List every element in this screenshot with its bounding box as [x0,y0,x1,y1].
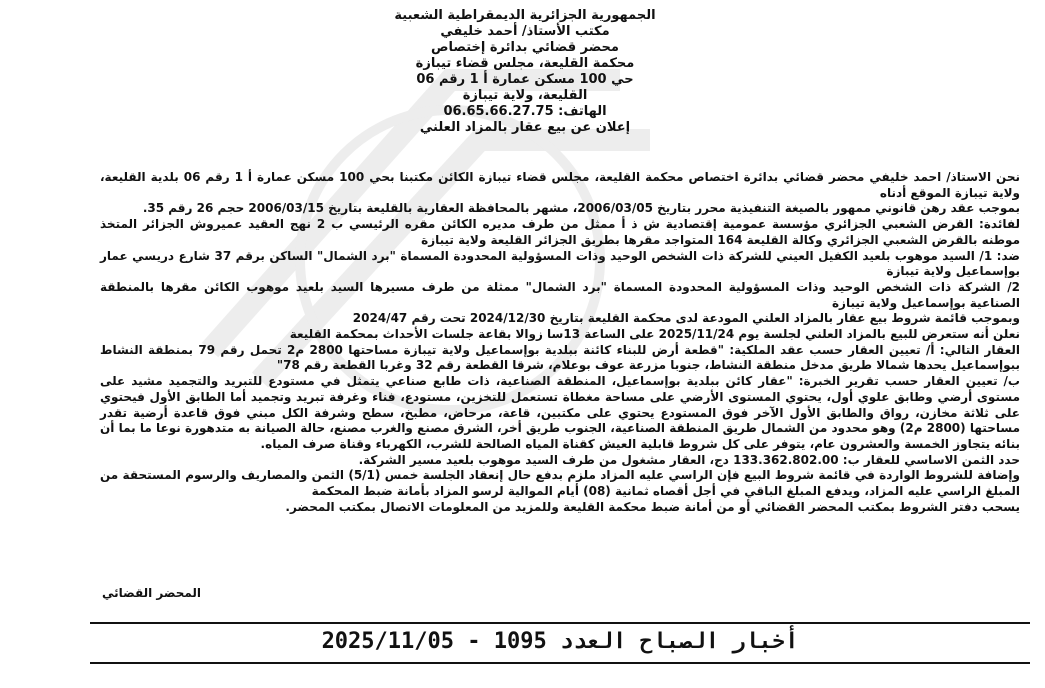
paragraph-mortgage: بموجب عقد رهن قانوني ممهور بالصيغة التنفيذية محرر بتاريخ 2006/03/05، مشهر بالمحافظة العقارية بالقليعة بتاريخ 2006/03/15 حجم 26 رقم 35. [142,201,1020,216]
paragraph-payment-terms: وإضافة للشروط الواردة في قائمة شروط البيع فإن الراسي عليه المزاد ملزم بدفع حال إنعقاد الجلسة خمس (5/1) الثمن والمصاريف والرسوم المستحقة من المبلغ الراسي عليه المزاد، ويدفع المبلغ الباقي في أجل أقصاه ثمانية (08) أيام الموالية لرسو المزاد بأمانة ضبط المحكمة [100,468,1021,499]
paragraph-base-price: حدد الثمن الاساسي للعقار ب: 133.362.802.00 دج، العقار مشغول من طرف السيد موهوب بلعيد مسير الشركة. [358,452,1020,467]
office-city: القليعة، ولاية تيبازة [462,88,588,103]
paragraph-defendant-1: ضد: 1/ السيد موهوب بلعيد الكفيل العيني للشركة ذات الشخص الوحيد وذات المسؤولية المحدودة المسماة "برد الشمال" الساكن برقم 37 شارع دريسي عمار بوإسماعيل ولاية تيبازة [100,248,1020,279]
office-address: حي 100 مسكن عمارة أ 1 رقم 06 [416,72,634,87]
paragraph-defendant-2: 2/ الشركة ذات الشخص الوحيد وذات المسؤولية المحدودة المسماة "برد الشمال" ممثلة من طرف مسيرها السيد بلعيد موهوب الكائن مقرها بالمنطقة الصناعية بوإسماعيل ولاية تيبازة [100,279,1020,310]
paragraph-withdrawal: يسحب دفتر الشروط بمكتب المحضر القضائي أو من أمانة ضبط محكمة القليعة وللمزيد من المعلومات الاتصال بمكتب المحضر. [285,499,1020,514]
notice-body [100,170,1020,515]
paragraph-conditions-list: وبموجب قائمة شروط بيع عقار بالمزاد العلني المودعة لدى محكمة القليعة بتاريخ 2024/12/30 تحت رقم 2024/47 [352,311,1020,326]
notice-title: إعلان عن بيع عقار بالمزاد العلني [419,120,631,135]
office-name: مكتب الأستاذ/ أحمد خليفي [440,24,610,39]
paragraph-property-expert: ب/ تعيين العقار حسب تقرير الخبرة: "عقار كائن ببلدية بوإسماعيل، المنطقة الصناعية، ذات طابع صناعي يتمثل في مستودع للتبريد والتجميد مشيد على مستوى أرضي وطابق علوي أول، يحتوي المستوى الأرضي على مساحة مغطاة تستعمل للتخزين، مستودع، فناء وغرفة تبريد وتجميد أما الطابق الأول فيحتوي على ثلاثة مخازن، رواق والطابق الأول الآخر فوق المستودع يحتوي على مكتبين، قاعة، مرحاض، مطبخ، سطح وشرفة الكل مبني فوق قاعدة أرضية تقدر مساحتها (2800 م2) وهو محدود من الشمال طريق المنطقة الصناعية، الجنوب طريق أخر، الشرق مصنع والغرب مصنع، حالة الصيانة به متدهورة نوعا ما بما أن بنائه يتجاوز الخمسة والعشرون عام، يتوفر على كل شروط قابلية العيش كقناة المياه الصالحة للشرب، الكهرباء وقناة صرف المياه. [100,374,1020,451]
paragraph-property-deed: العقار التالي: أ/ تعيين العقار حسب عقد الملكية: "قطعة أرض للبناء كائنة ببلدية بوإسماعيل ولاية تيبازة مساحتها 2800 م2 تحمل رقم 79 بمنطقة النشاط ببوإسماعيل يحدها شمالا طريق مدخل منطقة النشاط، جنوبا مزرعة عوف بوعلام، شرقا القطعة رقم 32 وغربا القطعة رقم 78" [100,342,1020,373]
republic-heading: الجمهورية الجزائرية الديمقراطية الشعبية [394,8,656,23]
paragraph-intro: نحن الاستاذ/ احمد خليفي محضر قضائي بدائرة اختصاص محكمة القليعة، مجلس قضاء تيبازة الكائن مكتبنا بحي 100 مسكن عمارة أ 1 رقم 06 بلدية القليعة، ولاية تيبازة الموقع أدناه [100,170,1020,200]
publication-footer: أخبار الصباح العدد 1095 - 2025/11/05 [321,629,799,654]
office-phone: الهاتف: 06.65.66.27.75 [443,104,607,119]
signature-label: المحضر القضائي [102,586,202,600]
footer-bottom-rule [90,662,1030,664]
paragraph-beneficiary: لفائدة: القرض الشعبي الجزائري مؤسسة عمومية إقتصادية ش ذ أ ممثل من طرف مديره الكائن مقره الرئيسي ب 2 نهج العقيد عميروش الجزائر المتخذ موطنه بالقرض الشعبي الجزائري وكالة القليعة 164 المتواجد مقرها بطريق الجزائر القليعة ولاية تيبازة [100,217,1020,247]
document-header [300,8,750,136]
bailiff-title: محضر قضائي بدائرة إختصاص [431,40,619,55]
court-name: محكمة القليعة، مجلس قضاء تيبازة [415,56,635,71]
paragraph-auction-date: نعلن أنه ستعرض للبيع بالمزاد العلني لجلسة يوم 2025/11/24 على الساعة 13سا زوالا بقاعة جلسات الأحداث بمحكمة القليعة [289,327,1020,342]
